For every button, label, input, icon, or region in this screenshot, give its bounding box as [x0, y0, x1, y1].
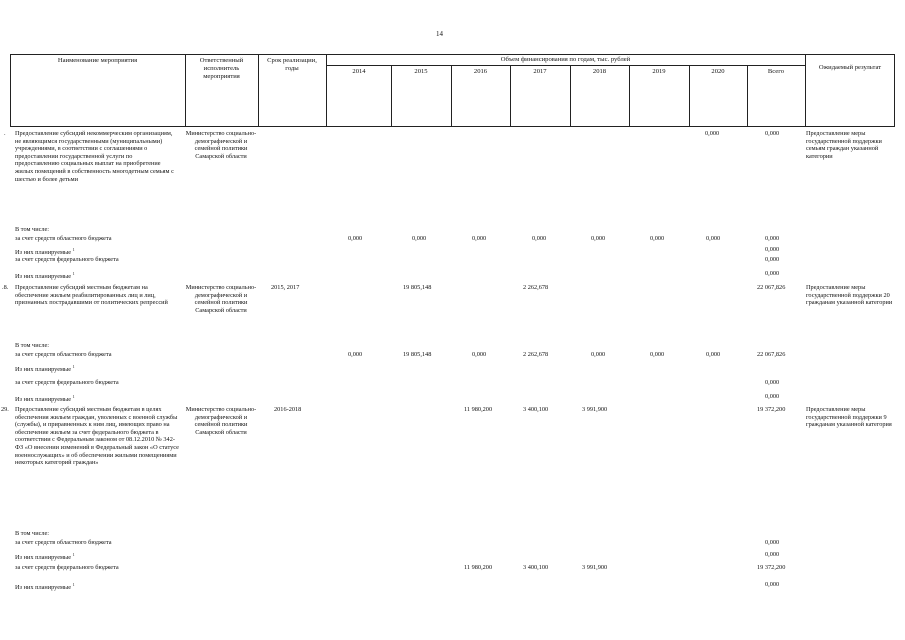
row-27-2020: 0,000 — [705, 130, 720, 137]
row-27-total: 0,000 — [765, 130, 780, 137]
row-29-regional-total: 0,000 — [765, 539, 780, 546]
row-28-federal-total: 0,000 — [765, 379, 780, 386]
row-29-incl: В том числе: — [15, 530, 50, 537]
row-29-planned1-total: 0,000 — [765, 551, 780, 558]
row-29-fed-2017: 3 400,100 — [523, 564, 549, 571]
row-29-index: 29. — [1, 406, 9, 413]
row-27-reg-2018: 0,000 — [591, 235, 606, 242]
row-27-reg-2017: 0,000 — [532, 235, 547, 242]
row-28-reg-total: 22 067,826 — [757, 351, 786, 358]
row-28-regional-label: за счет средств областного бюджета — [15, 351, 112, 358]
row-29-fed-total: 19 372,200 — [757, 564, 786, 571]
row-28-planned2-total: 0,000 — [765, 393, 780, 400]
row-29-planned2-label: Из них планируемые $^1$ — [15, 582, 75, 592]
row-28-federal-label: за счет средств федерального бюджета — [15, 379, 119, 386]
row-27-planned1-total: 0,000 — [765, 246, 780, 253]
header-year-2014: 2014 — [352, 68, 366, 75]
header-year-2015: 2015 — [414, 68, 428, 75]
row-28-reg-2015: 19 805,148 — [403, 351, 432, 358]
row-27-index: . — [4, 130, 6, 137]
row-28-reg-2016: 0,000 — [472, 351, 487, 358]
row-28-index: .8. — [2, 284, 9, 291]
row-27-planned2-label: Из них планируемые $^1$ — [15, 271, 75, 281]
row-28-planned2-label: Из них планируемые $^1$ — [15, 394, 75, 404]
row-29-total: 19 372,200 — [757, 406, 786, 413]
row-28-2017: 2 262,678 — [523, 284, 549, 291]
row-29-term: 2016-2018 — [274, 406, 302, 413]
row-27-reg-2015: 0,000 — [412, 235, 427, 242]
header-year-2019: 2019 — [652, 68, 666, 75]
row-29-result: Предоставление меры государственной поддержки 9 гражданам указанной категория — [806, 406, 892, 429]
row-29-planned1-label: Из них планируемые $^1$ — [15, 552, 75, 562]
row-27-executor: Министерство социально-демографической и семейной политики Самарской области — [185, 130, 257, 160]
row-27-incl: В том числе: — [15, 226, 50, 233]
row-28-term: 2015, 2017 — [271, 284, 300, 291]
row-29-executor: Министерство социально-демографической и семейной политики Самарской области — [185, 406, 257, 436]
row-28-planned1-label: Из них планируемые $^1$ — [15, 364, 75, 374]
row-29-regional-label: за счет средств областного бюджета — [15, 539, 112, 546]
row-29-planned2-total: 0,000 — [765, 581, 780, 588]
row-29-fed-2018: 3 991,900 — [582, 564, 608, 571]
row-27-reg-2014: 0,000 — [348, 235, 363, 242]
header-year-divider — [326, 65, 805, 66]
row-29-federal-label: за счет средств федерального бюджета — [15, 564, 119, 571]
row-28-reg-2019: 0,000 — [650, 351, 665, 358]
row-27-reg-2019: 0,000 — [650, 235, 665, 242]
row-28-name: Предоставление субсидий местным бюджетам на обеспечение жильем реабилитированных лиц и лиц, признанных пострадавшими от политических репрессий — [15, 284, 168, 307]
header-name: Наименование мероприятия — [57, 57, 138, 64]
row-28-result: Предоставление меры государственной поддержки 20 гражданам указанной категории — [806, 284, 893, 307]
row-27-result: Предоставление меры государственной поддержки семьям граждан указанной категории — [806, 130, 882, 160]
header-bottom-border — [10, 126, 895, 127]
row-29-name: Предоставление субсидий местным бюджетам в целях обеспечения жильем граждан, уволенных с военной службы (службы), и приравненных к ним лиц, имеющих право на обеспечение жильем за счет федерального бюджета в соответствии с Федеральным законом от 08.12.2010 № 342-ФЗ «О внесении изменений в Федеральный закон «О статусе военнослужащих» и об обеспечении жилыми помещениями некоторых категорий граждан» — [15, 406, 179, 467]
row-29-2017: 3 400,100 — [523, 406, 549, 413]
row-28-total: 22 067,826 — [757, 284, 786, 291]
header-result: Ожидаемый результат — [818, 64, 882, 71]
header-term: Срок реализации, годы — [267, 57, 317, 72]
header-total: Всего — [767, 68, 785, 75]
row-28-reg-2018: 0,000 — [591, 351, 606, 358]
header-financing: Объем финансирования по годам, тыс. рублей — [500, 56, 631, 63]
header-year-2018: 2018 — [592, 68, 607, 75]
header-year-2016: 2016 — [473, 68, 488, 75]
row-29-2018: 3 991,900 — [582, 406, 608, 413]
row-27-name: Предоставление субсидий некоммерческим организациям, не являющимся государственными (муниципальными) учреждениями, в соответствии с соглашениями о предоставлении государственной услуги по предоставлению социальных выплат на приобретение жилых помещений в собственность многодетным семьям с шестью и более детьми — [15, 130, 174, 183]
page-number: 14 — [436, 30, 443, 38]
row-29-2016: 11 980,200 — [464, 406, 493, 413]
row-28-2015: 19 805,148 — [403, 284, 432, 291]
header-top-border — [10, 54, 895, 55]
row-27-reg-2016: 0,000 — [472, 235, 487, 242]
row-27-planned1-label: Из них планируемые $^1$ — [15, 247, 75, 257]
row-29-fed-2016: 11 980,200 — [464, 564, 493, 571]
row-28-reg-2020: 0,000 — [706, 351, 721, 358]
row-27-planned2-total: 0,000 — [765, 270, 780, 277]
row-27-federal-label: за счет средств федерального бюджета — [15, 256, 119, 263]
row-27-reg-total: 0,000 — [765, 235, 780, 242]
table-header — [10, 54, 895, 126]
row-27-regional-label: за счет средств областного бюджета — [15, 235, 112, 242]
row-27-reg-2020: 0,000 — [706, 235, 721, 242]
row-28-executor: Министерство социально-демографической и семейной политики Самарской области — [185, 284, 257, 314]
row-27-federal-total: 0,000 — [765, 256, 780, 263]
header-executor: Ответственный исполнитель мероприятия — [199, 57, 244, 80]
header-year-2020: 2020 — [711, 68, 725, 75]
row-28-reg-2014: 0,000 — [348, 351, 363, 358]
row-28-incl: В том числе: — [15, 342, 50, 349]
header-year-2017: 2017 — [533, 68, 547, 75]
row-28-reg-2017: 2 262,678 — [523, 351, 549, 358]
